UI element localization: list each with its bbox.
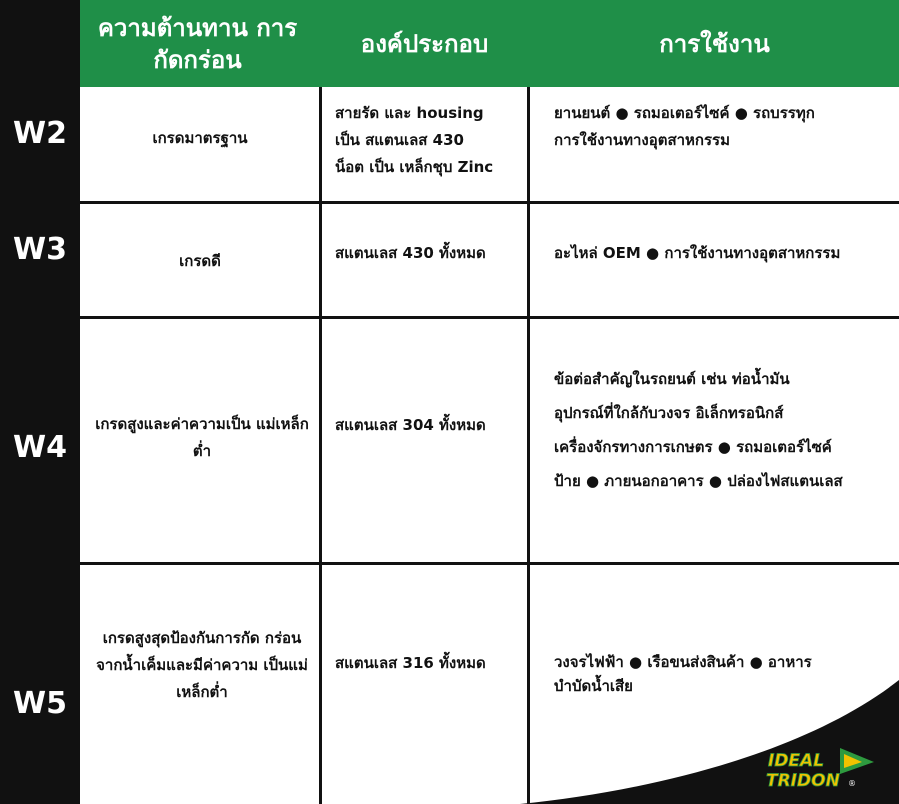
usage-line: ข้อต่อสำคัญในรถยนต์ เช่น ท่อน้ำมัน	[554, 370, 790, 388]
column-divider	[319, 87, 322, 804]
usage-line: การใช้งานทางอุตสาหกรรม	[554, 131, 731, 149]
grade-label: W5	[13, 686, 67, 721]
header-usage: การใช้งาน	[659, 29, 770, 58]
usage-line: อะไหล่ OEM ● การใช้งานทางอุตสาหกรรม	[554, 244, 841, 262]
composition-cell	[335, 650, 527, 677]
usage-line: บำบัดน้ำเสีย	[554, 677, 633, 695]
resistance-cell: เกรดสูงและค่าความเป็น แม่เหล็กต่ำ	[95, 415, 309, 460]
row-divider	[80, 316, 899, 319]
row-divider	[80, 562, 899, 565]
logo-trademark: ®	[848, 779, 856, 788]
composition-line: สายรัด และ housing	[335, 104, 484, 122]
grade-label: W4	[13, 430, 67, 465]
resistance-cell: เกรดมาตรฐาน	[152, 129, 248, 147]
usage-line: เครื่องจักรทางการเกษตร ● รถมอเตอร์ไซค์	[554, 438, 832, 456]
usage-line: ยานยนต์ ● รถมอเตอร์ไซค์ ● รถบรรทุก	[554, 104, 815, 122]
usage-line: ป้าย ● ภายนอกอาคาร ● ปล่องไฟสแตนเลส	[554, 472, 843, 490]
composition-line: สแตนเลส 316 ทั้งหมด	[335, 654, 486, 672]
usage-line: อุปกรณ์ที่ใกล้กับวงจร อิเล็กทรอนิกส์	[554, 404, 784, 422]
row-divider	[80, 201, 899, 204]
composition-line: สแตนเลส 304 ทั้งหมด	[335, 416, 486, 434]
usage-cell	[554, 100, 896, 154]
composition-cell	[335, 240, 527, 267]
grade-label: W3	[13, 232, 67, 267]
composition-line: น็อต เป็น เหล็กชุบ Zinc	[335, 158, 494, 176]
ideal-tridon-logo	[764, 744, 884, 790]
composition-cell	[335, 100, 527, 181]
usage-line: วงจรไฟฟ้า ● เรือขนส่งสินค้า ● อาหาร	[554, 653, 812, 671]
logo-line2: TRIDON	[766, 771, 840, 790]
grade-label: W2	[13, 116, 67, 151]
resistance-cell: เกรดดี	[179, 252, 221, 270]
composition-line: สแตนเลส 430 ทั้งหมด	[335, 244, 486, 262]
usage-cell	[554, 362, 896, 498]
header-resistance: ความต้านทาน การกัดกร่อน	[97, 13, 298, 74]
composition-cell	[335, 412, 527, 439]
logo-line1: IDEAL	[768, 751, 825, 771]
usage-cell	[554, 240, 896, 267]
header-composition: องค์ประกอบ	[360, 29, 489, 58]
resistance-cell: เกรดสูงสุดป้องกันการกัด กร่อนจากน้ำเค็มและมีค่าความ เป็นแม่เหล็กต่ำ	[96, 629, 308, 701]
composition-line: เป็น สแตนเลส 430	[335, 131, 464, 149]
